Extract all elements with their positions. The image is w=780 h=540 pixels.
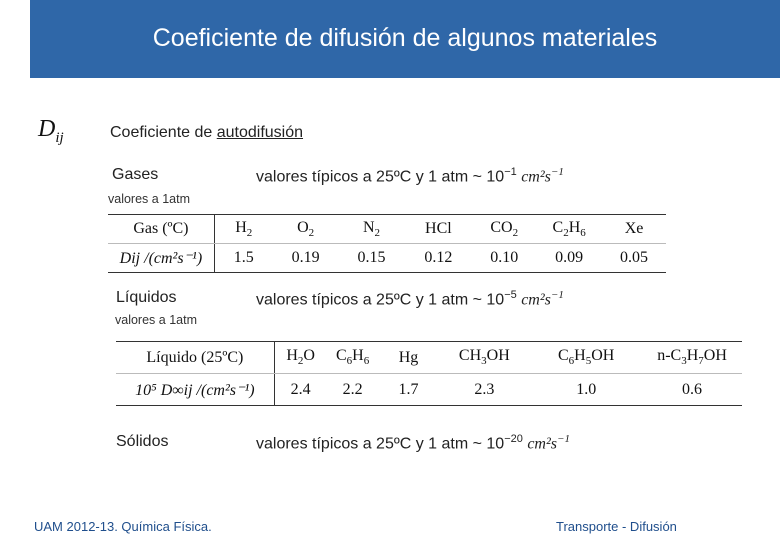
gases-value-cell: 0.15 — [339, 244, 405, 273]
symbol-main: D — [38, 116, 56, 142]
gases-species-cell: Xe — [602, 215, 666, 244]
gases-value-cell: 0.10 — [472, 244, 536, 273]
gases-note: valores a 1atm — [108, 192, 190, 206]
gases-species-cell: $H_2$ — [214, 215, 272, 244]
section-heading — [110, 124, 303, 142]
solids-typical — [256, 433, 570, 453]
liquids-value-cell: 2.2 — [327, 374, 379, 406]
slide-title: Coeficiente de difusión de algunos materiales — [152, 24, 658, 52]
heading-underlined: autodifusión — [216, 124, 304, 141]
footer-right: Transporte - Difusión — [556, 519, 677, 534]
liquids-value-cell: 2.3 — [438, 374, 530, 406]
gases-header-row — [108, 215, 666, 244]
liquids-value-cell: 0.6 — [642, 374, 742, 406]
gases-typical-unit: cm²s — [521, 168, 551, 186]
solids-label: Sólidos — [116, 433, 169, 450]
liquids-header-first: Líquido (25ºC) — [116, 342, 274, 374]
gases-value-cell: 0.12 — [404, 244, 472, 273]
liquids-label: Líquidos — [116, 289, 177, 306]
gases-species-cell: $N_2$ — [339, 215, 405, 244]
gases-value-cell: 0.09 — [536, 244, 602, 273]
liquids-typical — [256, 289, 564, 309]
solids-typical-text: valores típicos a 25ºC y 1 atm — [256, 435, 469, 453]
liquids-typical-unit-exp: −1 — [550, 289, 564, 301]
gases-value-cell: 0.19 — [273, 244, 339, 273]
solids-typical-unit-exp: −1 — [557, 433, 570, 445]
liquids-typical-value: ~ 10 — [472, 291, 505, 309]
gases-label: Gases — [112, 166, 159, 183]
solids-typical-exp: −20 — [504, 433, 523, 445]
gases-typical — [256, 166, 564, 186]
gases-table — [108, 214, 666, 273]
liquids-value-cell: 2.4 — [274, 374, 326, 406]
liquids-typical-exp: −5 — [504, 289, 517, 301]
gases-species-cell: HCl — [404, 215, 472, 244]
symbol-subscript: ij — [55, 130, 64, 146]
liquids-row-first: 10⁵ D∞ij /(cm²s⁻¹) — [116, 374, 274, 406]
gases-typical-value: ~ 10 — [472, 168, 505, 186]
gases-typical-unit-exp: −1 — [550, 166, 564, 178]
gases-typical-text: valores típicos a 25ºC y 1 atm — [256, 168, 469, 186]
liquids-value-row — [116, 374, 742, 406]
title-bar — [30, 0, 780, 78]
liquids-value-cell: 1.7 — [379, 374, 439, 406]
liquids-note: valores a 1atm — [115, 313, 197, 327]
gases-species-cell: $C_2H_6$ — [536, 215, 602, 244]
diffusion-symbol — [38, 116, 64, 146]
liquids-species-cell: $C_6H_6$ — [327, 342, 379, 374]
liquids-species-cell: $H_2O$ — [274, 342, 326, 374]
liquids-species-cell: Hg — [379, 342, 439, 374]
liquids-species-cell: $C_6H_5OH$ — [530, 342, 642, 374]
solids-typical-unit: cm²s — [527, 435, 558, 453]
gases-row-first: Dij /(cm²s⁻¹) — [108, 244, 214, 273]
gases-typical-exp: −1 — [504, 166, 517, 178]
liquids-typical-text: valores típicos a 25ºC y 1 atm — [256, 291, 469, 309]
heading-prefix: Coeficiente de — [110, 124, 217, 141]
liquids-value-cell: 1.0 — [530, 374, 642, 406]
gases-header-first: Gas (ºC) — [108, 215, 214, 244]
liquids-table — [116, 341, 742, 406]
footer-left: UAM 2012-13. Química Física. — [34, 519, 212, 534]
solids-typical-value: ~ 10 — [472, 435, 505, 453]
gases-value-cell: 0.05 — [602, 244, 666, 273]
gases-value-cell: 1.5 — [214, 244, 272, 273]
gases-value-row — [108, 244, 666, 273]
gases-species-cell: $O_2$ — [273, 215, 339, 244]
liquids-header-row — [116, 342, 742, 374]
liquids-typical-unit: cm²s — [521, 291, 551, 309]
liquids-species-cell: $CH_3OH$ — [438, 342, 530, 374]
liquids-species-cell: $n-C_3H_7OH$ — [642, 342, 742, 374]
gases-species-cell: $CO_2$ — [472, 215, 536, 244]
